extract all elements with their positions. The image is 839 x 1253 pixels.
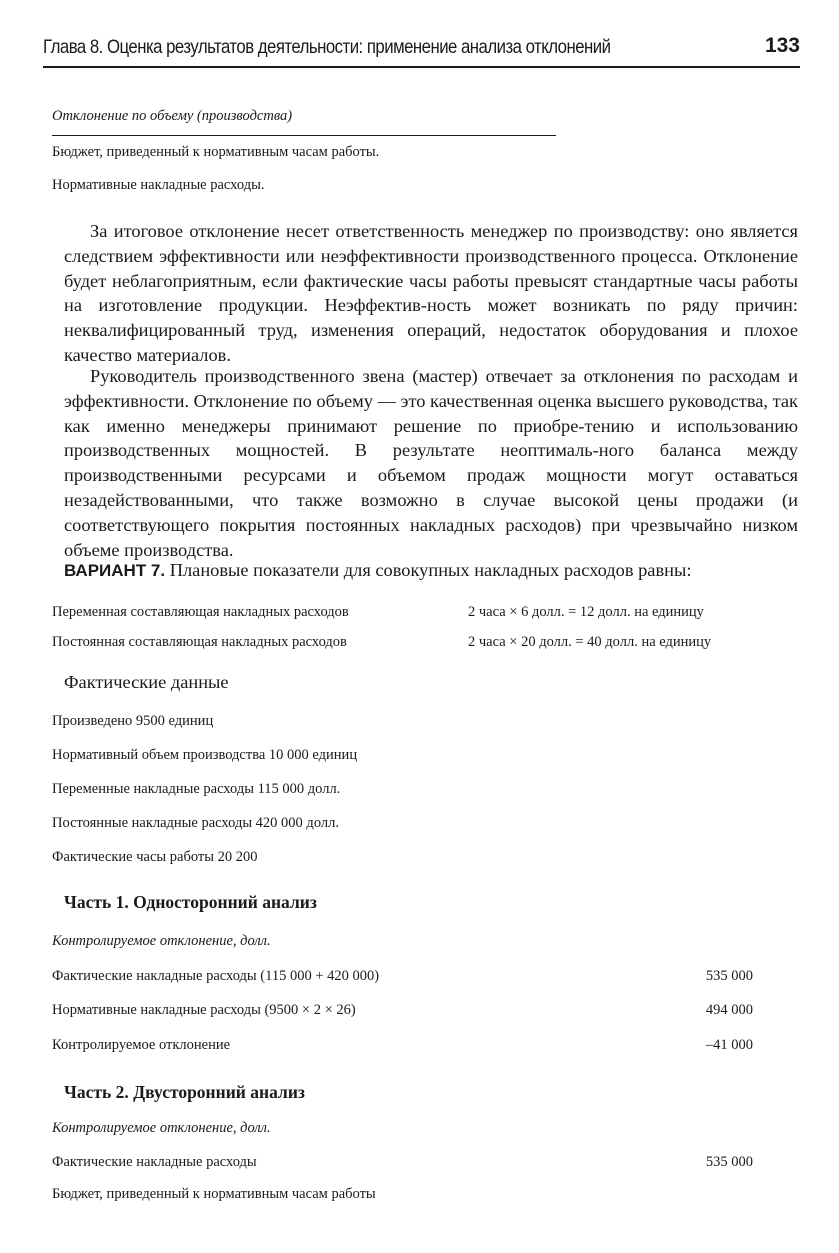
facts-heading: Фактические данные bbox=[64, 672, 229, 692]
part2-subtitle: Контролируемое отклонение, долл. bbox=[52, 1120, 271, 1136]
fact-item: Постоянные накладные расходы 420 000 долл. bbox=[52, 815, 339, 831]
fact-item: Произведено 9500 единиц bbox=[52, 713, 214, 729]
part1-subtitle: Контролируемое отклонение, долл. bbox=[52, 933, 271, 949]
row-label: Бюджет, приведенный к нормативным часам работы bbox=[52, 1186, 376, 1202]
row-value: 494 000 bbox=[705, 1002, 753, 1018]
variant-text: Плановые показатели для совокупных накладных расходов равны: bbox=[169, 560, 692, 580]
row-label: Фактические накладные расходы bbox=[52, 1154, 257, 1170]
variant-label: ВАРИАНТ 7. bbox=[64, 561, 166, 580]
plan-value: 2 часа × 20 долл. = 40 долл. на единицу bbox=[468, 634, 712, 650]
part1-title: Часть 1. Односторонний анализ bbox=[64, 892, 317, 912]
fact-item: Фактические часы работы 20 200 bbox=[52, 849, 258, 865]
variance-line-1: Бюджет, приведенный к нормативным часам работы. bbox=[52, 144, 380, 160]
plan-label: Постоянная составляющая накладных расходов bbox=[52, 634, 347, 650]
part2-title: Часть 2. Двусторонний анализ bbox=[64, 1082, 305, 1102]
variance-line-2: Нормативные накладные расходы. bbox=[52, 177, 265, 193]
row-label: Фактические накладные расходы (115 000 + 420 000) bbox=[52, 968, 380, 984]
caption-divider bbox=[52, 135, 556, 136]
row-value: 535 000 bbox=[705, 968, 753, 984]
page-number: 133 bbox=[764, 34, 800, 57]
row-label: Нормативные накладные расходы (9500 × 2 × 26) bbox=[52, 1002, 356, 1018]
fact-item: Нормативный объем производства 10 000 единиц bbox=[52, 747, 358, 763]
plan-value: 2 часа × 6 долл. = 12 долл. на единицу bbox=[468, 604, 704, 620]
running-header bbox=[43, 34, 800, 68]
row-label: Контролируемое отклонение bbox=[52, 1037, 231, 1053]
fact-item: Переменные накладные расходы 115 000 долл. bbox=[52, 781, 341, 797]
variance-caption: Отклонение по объему (производства) bbox=[52, 108, 293, 124]
plan-label: Переменная составляющая накладных расходов bbox=[52, 604, 349, 620]
row-value: –41 000 bbox=[705, 1037, 753, 1053]
variant-heading bbox=[64, 560, 691, 581]
row-value: 535 000 bbox=[705, 1154, 753, 1170]
chapter-title: Глава 8. Оценка результатов деятельности: применение анализа отклонений bbox=[43, 36, 611, 58]
paragraph-1: За итоговое отклонение несет ответственность менеджер по производству: оно является следствием эффективности или неэффективности производственного процесса. Отклонение будет неблагоприятным, если фактические часы работы превысят стандартные часы работы на изготовление продукции. Неэффектив-ность может возникать по ряду причин: неквалифицированный труд, изменения операций, недостаток оборудования и плохое качество материалов. bbox=[64, 221, 798, 365]
paragraph-2: Руководитель производственного звена (мастер) отвечает за отклонения по расходам и эффективности. Отклонение по объему — это качественная оценка высшего руководства, так как именно менеджеры принимают решение по приобре-тению и использованию производственных мощностей. В результате неоптималь-ного баланса между производственными ресурсами и объемом продаж мощности могут оставаться незадействованными, что также возможно в случае высокой цены продажи (и соответствующего покрытия постоянных накладных расходов) при чрезвычайно низком объеме производства. bbox=[64, 366, 798, 560]
